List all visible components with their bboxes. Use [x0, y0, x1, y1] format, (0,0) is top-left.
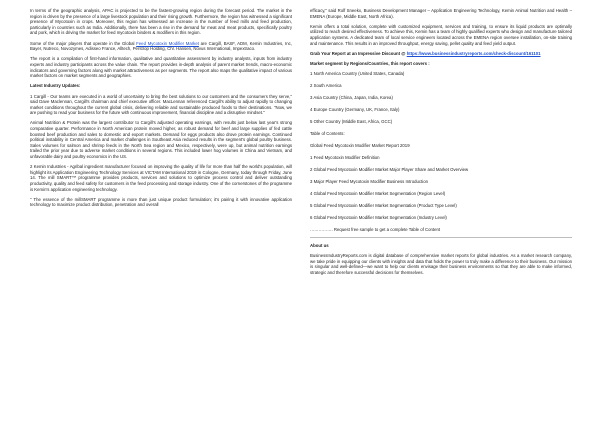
- discount-paragraph: [310, 51, 572, 57]
- region-item: 3 Asia Country (China, Japan, India, Korea): [310, 95, 393, 101]
- toc-item: 2 Global Feed Mycotoxin Modifier Market Major Player Share and Market Overview: [310, 167, 469, 172]
- kemin-solution-paragraph: Kemin offers a total solution, complete with customized equipment, services and training, to ensure its liquid products are optimally utilized to reach desired effectiveness. To achieve this, Kemin has a team of highly qualified experts who design and manufacture tailored application systems. A dedicated team of local service engineers located across the EMENA region oversee installation, on-site training and maintenance. This results in an improved throughput, energy saving, pellet quality and feed yield output.: [310, 23, 572, 46]
- geographic-analysis-paragraph: In terms of the geographic analysis, APAC is projected to be the fastest-growing region during the forecast period. The market in the region is driven by the presence of a large livestock population and their rising growth. Furthermore, the region has witnessed a significant presence of Mycotoxin in crops. Moreover, this region has witnessed an increase in the number of feed mills and feed production, particularly in countries such as India. Additionally, there has been a rise in the demand for meat and meat products, specifically poultry and pork, which is driving the market for feed mycotoxin binders & modifiers in this region.: [30, 8, 293, 36]
- right-column: [310, 8, 572, 280]
- cargill-update-paragraph: 1 Cargill - Our teams are executed in a world of uncertainty to bring the best solutions to our customers and the consumers they serve," said Dave Maclennan, Cargill's chairman and chief executive officer. MacLennan referenced Cargill's ability to adjust rapidly to changing market conditions throughout the current global crisis, delivering reliable and sustainable produced foods to their destinations. "Now, we are pushing to read your business for the future with continuous improvement, financial discipline and a disruptive mindset.": [30, 93, 292, 116]
- region-item: 1 North America Country (United States, Canada): [310, 71, 405, 77]
- divider: [310, 237, 572, 238]
- region-item: 2 South America: [310, 83, 342, 89]
- discount-label: Grab Your Report at an Impressive Discount @: [310, 50, 407, 56]
- toc-heading: Table of Contents:: [310, 131, 345, 137]
- toc-item: 3 Major Player Feed Mycotoxin Modifier Business Introduction: [310, 178, 428, 184]
- discount-link[interactable]: https://www.businessindustryreports.com/check-discount/161101: [406, 50, 541, 56]
- region-item: 5 Other Country (Middle East, Africa, GCC): [310, 119, 393, 125]
- animal-nutrition-paragraph: Animal Nutrition & Protein was the largest contributor to Cargill's adjusted operating earnings, with results just below last year's strong comparative quarter. Performance in North American protein moved higher, as robust demand for beef and large supplies of fed cattle boosted beef production and sales to domestic and export markets. Demand for eggs products also drove protein earnings. Continued political instability in Central America and market challenges in Southeast Asia reduced results in the segment's global poultry business. Sales volumes for salmon and shrimp feeds in the North Sea region and Mexico, respectively, were up, but animal nutrition earnings trailed the prior year due to adverse market conditions in several regions. This included lower hog volumes in China and Vietnam, and unfavorable dairy and poultry economics in the US.: [30, 120, 292, 160]
- major-players-text: Some of the major players that operate in the Global: [30, 40, 137, 46]
- toc-item: 5 Global Feed Mycotoxin Modifier Market Segmentation (Product Type Level): [310, 202, 457, 208]
- market-link[interactable]: Feed Mycotoxin Modifier Market: [136, 40, 199, 46]
- toc-item: 1 Feed Mycotoxin Modifier Definition: [310, 155, 380, 161]
- millsmart-quote-paragraph: " The essence of the millSMART programme is more than just unique product formulation; it's pairing it with innovative application technology to maximize product distribution, penetration and overall: [30, 196, 292, 208]
- report-description-paragraph: The report is a compilation of first-hand information, qualitative and quantitative assessment by industry analysts, inputs from industry experts and industry participants across the value chain. The report provides in-depth analysis of parent market trends, macro-economic indicators and governing factors along with market attractiveness as per segments. The report also maps the qualitative impact of various market factors on market segments and geographies.: [30, 56, 292, 79]
- about-us-paragraph: BusinessIndustryReports.com is digital database of comprehensive market reports for global industries. As a market research company, we take pride in equipping our clients with insights and data that holds the power to truly make a difference to their business. Our mission is singular and well-defined—we want to help our clients envisage their business environments so that they are able to make informed, strategic and therefore successful decisions for themselves.: [310, 253, 572, 276]
- toc-item: 6 Global Feed Mycotoxin Modifier Market Segmentation (Industry Level): [310, 214, 447, 220]
- toc-item: 4 Global Feed Mycotoxin Modifier Market Segmentation (Region Level): [310, 190, 446, 196]
- kemin-update-paragraph: 2 Kemin Industries - Agribal ingredient manufacturer focused on improving the quality of life for more than half the world's population, will highlight its Application Engineering Technology Services at VICTAM International 2019 in Cologne, Germany, today through Friday, June 14. The mill SMART™ programme provides products, services and solutions to optimize process control and deliver outstanding productivity, quality and feed safety for customers in the feed processing and storage industry. One of the cornerstones of the programme is Kemin's application engineering technology.: [30, 164, 292, 192]
- about-us-heading: About us: [310, 243, 329, 249]
- left-column: [30, 8, 292, 213]
- toc-title: Global Feed Mycotoxin Modifier Market Report 2019: [310, 143, 410, 149]
- efficacy-quote-paragraph: efficacy," said Rolf Sneekx, Business Development Manager – Application Engineering Technology, Kemin Animal Nutrition and Health –EMENA (Europe, Middle East, North Africa).: [310, 8, 572, 19]
- region-item: 4 Europe Country (Germany, UK, France, Italy): [310, 107, 400, 113]
- major-players-paragraph: [30, 41, 292, 52]
- market-segment-heading: Market segment by Regions/Countries, this report covers :: [310, 60, 430, 66]
- latest-updates-heading: Latest Industry Updates:: [30, 83, 81, 89]
- request-sample-text: ……………. Request free sample to get a complete Table of Content: [310, 226, 441, 232]
- major-players-list: are Cargill, BASF, ADM, Kemin Industries, Inc, Bayer, Nutreco, Novozymes, Adisseo France, Alltech, Perstrop Holding, Chr. Hansen, Novus International, Impextraco.: [30, 40, 292, 52]
